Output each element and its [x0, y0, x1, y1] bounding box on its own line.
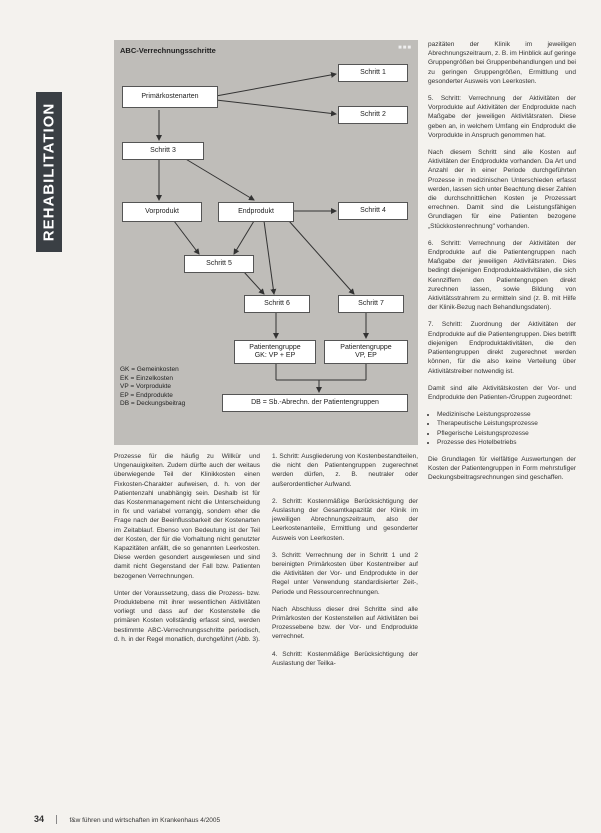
figure-corner-mark: ■■■ — [398, 45, 412, 51]
body-paragraph: Prozesse für die häufig zu Willkür und Ungenauigkeiten. Zudem dürfte auch der weitaus überwiegende Teil der Klinikkosten einen Fixkosten-Charakter aufweisen, d. h. von der Patientenzahl unabhängig sein. Deshalb ist für das Kostenmanagement nicht die Unterscheidung in fix und variabel vorrangig, sondern eher die Frage nach der Beeinflussbarkeit der Kostenarten im Zeitablauf. Ebenso von Bedeutung ist der Teil der Kosten, der für die Vorhaltung nicht genutzter Kapazitäten anfällt, die so genannten Leerkosten. Diese werden gesondert ausgewiesen und sind damit nicht Gegenstand der Fall bzw. Patienten bezogenen Verrechnungen. — [114, 453, 260, 580]
step-paragraph: 7. Schritt: Zuordnung der Aktivitäten der Endprodukte auf die Patientengruppen. Dies betrifft diejenigen Endproduktaktivitäten, die den Patientengruppen direkt zugerechnet werden können, für die also keine Verteilung über Aktivitätstreiber notwendig ist. — [428, 321, 576, 375]
page-number: 34 — [34, 814, 45, 824]
list-item: • Prozesse des Hotelbetriebs — [437, 438, 576, 447]
figure-title: ABC-Verrechnungsschritte — [120, 46, 216, 55]
box-vorprodukt: Vorprodukt — [122, 202, 202, 222]
pg-gk-line2: GK: VP + EP — [254, 352, 296, 359]
pg-ek-line2: VP, EP — [355, 352, 377, 359]
pg-ek-line1: Patientengruppe — [340, 343, 392, 351]
list-item: • Pflegerische Leistungsprozesse — [437, 429, 576, 438]
step-paragraph: 2. Schritt: Kostenmäßige Berücksichtigung der Auslastung der Gesamtkapazität der Klinik im jeweiligen Abrechnungszeitraum, also der Leerkostenanteile, Ermittlung und gesonderter Ausweis von Leerkosten. — [272, 497, 418, 542]
magazine-name: f&w führen und wirtschaften im Krankenhaus 4/2005 — [69, 817, 221, 824]
step-paragraph: 5. Schritt: Verrechnung der Aktivitäten der Vorprodukte auf Aktivitäten der Endprodukte nach Maßgabe der jeweiligen Aktivitätsraten. Diese geben an, in welchem Umfang ein Endprodukt die Vorprodukte in Anspruch genommen hat. — [428, 95, 576, 139]
process-list — [428, 410, 576, 447]
box-patientengruppe-gk — [234, 340, 316, 364]
section-label: REHABILITATION — [40, 102, 58, 242]
section-tab — [36, 92, 62, 252]
list-item: • Therapeutische Leistungsprozesse — [437, 419, 576, 428]
box-primaerkostenarten: Primärkostenarten — [122, 86, 218, 108]
box-schritt-4: Schritt 4 — [338, 202, 408, 220]
left-column — [114, 452, 260, 652]
box-patientengruppe-ek — [324, 340, 408, 364]
legend-item: EP = Endprodukte — [120, 391, 173, 399]
legend-item: DB = Deckungsbeitrag — [120, 400, 186, 407]
list-item: • Medizinische Leistungsprozesse — [437, 410, 576, 419]
box-schritt-5: Schritt 5 — [184, 255, 254, 273]
body-paragraph: Nach diesem Schritt sind alle Kosten auf Aktivitäten der Endprodukte vorhanden. Da Art und Anzahl der in einer Periode durchgeführten Prozesse in medizinischen Unterschieden erfasst werden, lassen sich unter Beachtung dieser Zahlen die durchschnittlichen Kosten je Prozessart errechnen. Damit sind die Leistungsfähigen Grundlagen für eine Patienten bezogene „Stückkostenrechnung" vorhanden. — [428, 149, 576, 230]
middle-column — [272, 452, 418, 676]
box-schritt-7: Schritt 7 — [338, 295, 404, 313]
page-footer — [34, 814, 220, 824]
box-deckungsbeitrag: DB = Sb.-Abrechn. der Patientengruppen — [222, 394, 408, 412]
legend-item: EK = Einzelkosten — [120, 374, 173, 382]
box-schritt-1: Schritt 1 — [338, 64, 408, 82]
footer-divider — [56, 815, 57, 824]
step-paragraph: 3. Schritt: Verrechnung der in Schritt 1 und 2 bereinigten Primärkosten über Kostentreiber auf die Aktivitäten der Vor- und Endprodukte in der Regel unter Verwendung standardisierter Zeit-, Periode und Ressourcenrechnungen. — [272, 551, 418, 596]
legend-item: GK = Gemeinkosten — [120, 366, 179, 373]
body-paragraph: Unter der Voraussetzung, dass die Prozess- bzw. Produktebene mit ihrer wesentlichen Aktivitäten vorliegt und dass auf der Kostenstelle die primären Kosten vollständig erfasst sind, werden bestimmte ABC-Verrechnungsschritte periodisch, d. h. in der Regel monatlich, durchgeführt (Abb. 3). — [114, 589, 260, 643]
process-diagram — [114, 40, 418, 445]
body-paragraph: Die Grundlagen für vielfältige Auswertungen der Kosten der Patientengruppen in Form mehrstufiger Deckungsbeitragsrechnungen sind geschaffen. — [428, 455, 576, 482]
body-paragraph: Nach Abschluss dieser drei Schritte sind alle Primärkosten der Kostenstellen auf Aktivitäten bei Prozessebene bzw. der Vor- und Endprodukte verrechnet. — [272, 605, 418, 641]
pg-gk-line1: Patientengruppe — [249, 343, 301, 351]
figure-legend — [120, 366, 185, 409]
step-paragraph: 6. Schritt: Verrechnung der Aktivitäten der Endprodukte auf die Patientengruppen nach Maßgabe der jeweiligen Aktivitätsraten. Dies bedingt diejenigen Endprodukteaktivitäten, die sich Kennziffern den Patientengruppen direkt zurechnen lassen, sowie Bildung von Aktivitätsstrahrem zu ermitteln sind (z. B. mit Hilfe der Klinik-Bezug nach Behandlungsdaten). — [428, 239, 576, 312]
step-paragraph: 1. Schritt: Ausgliederung von Kostenbestandteilen, die nicht den Patientengruppen zugerechnet werden dürfen, z. B. neutraler oder außerordentlicher Aufwand. — [272, 453, 418, 488]
legend-item: VP = Vorprodukte — [120, 383, 172, 390]
box-endprodukt: Endprodukt — [218, 202, 294, 222]
box-schritt-3: Schritt 3 — [122, 142, 204, 160]
body-paragraph: pazitäten der Klinik im jeweiligen Abrechnungszeitraum, z. B. im Hinblick auf geringe Gruppengrößen bei Gruppenbehandlungen und bei zu geringen Gruppengrößen, Ermittlung und gesonderter Ausweis von Leerkosten. — [428, 41, 576, 85]
box-schritt-2: Schritt 2 — [338, 106, 408, 124]
right-column — [428, 40, 576, 491]
step-paragraph: 4. Schritt: Kostenmäßige Berücksichtigung der Auslastung der Teilka- — [272, 650, 418, 667]
body-paragraph: Damit sind alle Aktivitätskosten der Vor- und Endprodukte den Patienten-/Gruppen zugeordnet: — [428, 384, 576, 401]
box-schritt-6: Schritt 6 — [244, 295, 310, 313]
